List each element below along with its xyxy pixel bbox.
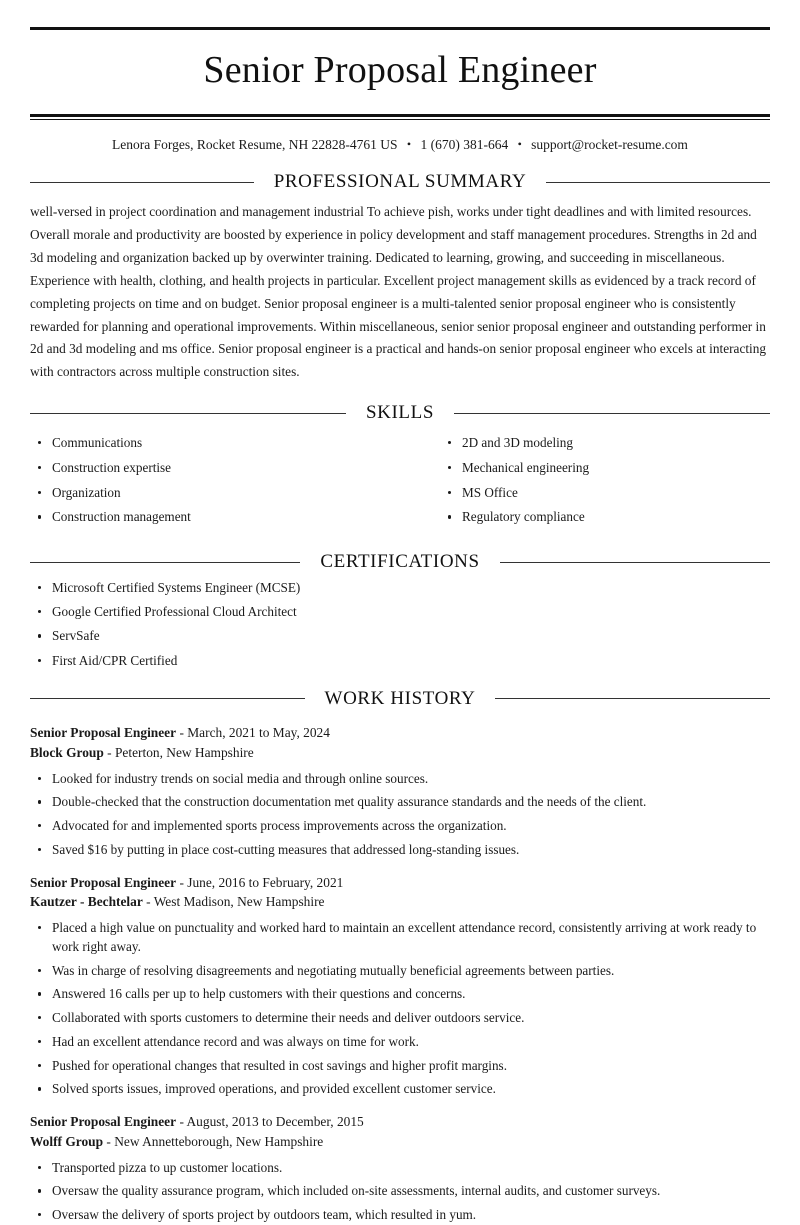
- contact-separator-2: •: [517, 137, 522, 152]
- job-bullets: [30, 770, 770, 860]
- job-company-line: [30, 1132, 770, 1152]
- list-item: Solved sports issues, improved operations, and provided excellent customer service.: [30, 1080, 770, 1099]
- list-item: Construction management: [30, 508, 400, 526]
- skills-column-right: [400, 428, 770, 533]
- job-bullets: [30, 1159, 770, 1225]
- list-item: Was in charge of resolving disagreements and negotiating mutually beneficial agreements between parties.: [30, 962, 770, 981]
- header-bottom-rule: [30, 114, 770, 121]
- work-history-entry: [30, 873, 770, 1100]
- job-company-line: [30, 743, 770, 763]
- job-dates: March, 2021 to May, 2024: [187, 724, 330, 740]
- skills-list-right: [440, 434, 770, 526]
- list-item: Advocated for and implemented sports process improvements across the organization.: [30, 817, 770, 836]
- contact-separator-1: •: [406, 137, 412, 152]
- job-dates: June, 2016 to February, 2021: [187, 874, 344, 890]
- section-heading-work-history: [30, 688, 770, 710]
- list-item: Answered 16 calls per up to help customers with their questions and concerns.: [30, 985, 770, 1004]
- heading-rule-right: [500, 562, 770, 563]
- list-item: MS Office: [440, 484, 770, 502]
- job-company: Wolff Group: [30, 1133, 104, 1149]
- certifications-list: [30, 579, 770, 670]
- resume-header: [30, 27, 770, 153]
- job-company: Block Group: [30, 744, 104, 760]
- job-separator: -: [146, 894, 151, 910]
- job-title-line: [30, 723, 770, 743]
- job-title-line: [30, 1112, 770, 1132]
- list-item: Organization: [30, 484, 400, 502]
- list-item: Mechanical engineering: [440, 459, 770, 477]
- resume-page: [0, 27, 800, 1223]
- contact-line: [30, 137, 770, 153]
- list-item: 2D and 3D modeling: [440, 434, 770, 452]
- job-title: Senior Proposal Engineer: [30, 1114, 177, 1130]
- list-item: Microsoft Certified Systems Engineer (MCSE): [30, 579, 770, 597]
- list-item: ServSafe: [30, 627, 770, 645]
- section-heading-certifications: [30, 551, 770, 573]
- list-item: Transported pizza to up customer locations.: [30, 1159, 770, 1178]
- job-separator: -: [179, 874, 184, 890]
- work-history-entry: [30, 1112, 770, 1225]
- list-item: First Aid/CPR Certified: [30, 652, 770, 670]
- list-item: Double-checked that the construction documentation met quality assurance standards and the needs of the client.: [30, 793, 770, 812]
- job-separator: -: [179, 724, 184, 740]
- job-separator: -: [179, 1114, 184, 1130]
- list-item: Had an excellent attendance record and was always on time for work.: [30, 1033, 770, 1052]
- section-professional-summary: [30, 171, 770, 384]
- list-item: Placed a high value on punctuality and worked hard to maintain an excellent attendance record, consistently arriving at work ready to work right away.: [30, 919, 770, 956]
- heading-rule-left: [30, 182, 254, 183]
- job-bullets: [30, 919, 770, 1099]
- section-heading-skills: [30, 402, 770, 424]
- skills-list-left: [30, 434, 400, 526]
- heading-rule-right: [495, 698, 770, 699]
- heading-rule-left: [30, 413, 346, 414]
- header-top-rule: [30, 27, 770, 30]
- heading-label: PROFESSIONAL SUMMARY: [273, 171, 527, 193]
- heading-label: CERTIFICATIONS: [320, 551, 480, 573]
- heading-label: WORK HISTORY: [324, 687, 476, 709]
- list-item: Oversaw the quality assurance program, which included on-site assessments, internal audits, and customer surveys.: [30, 1182, 770, 1201]
- heading-rule-right: [454, 413, 770, 414]
- job-location: Peterton, New Hampshire: [114, 744, 254, 760]
- job-separator: -: [107, 744, 112, 760]
- heading-rule-right: [546, 182, 770, 183]
- section-certifications: [30, 551, 770, 670]
- job-location: New Annetteborough, New Hampshire: [114, 1133, 324, 1149]
- list-item: Regulatory compliance: [440, 508, 770, 526]
- job-title: Senior Proposal Engineer: [30, 724, 177, 740]
- job-title: Senior Proposal Engineer: [30, 874, 177, 890]
- heading-rule-left: [30, 698, 305, 699]
- skills-column-left: [30, 428, 400, 533]
- job-separator: -: [106, 1133, 111, 1149]
- heading-label: SKILLS: [366, 402, 434, 424]
- list-item: Saved $16 by putting in place cost-cutting measures that addressed long-standing issues.: [30, 841, 770, 860]
- section-heading-professional-summary: [30, 171, 770, 193]
- contact-email[interactable]: support@rocket-resume.com: [531, 137, 688, 153]
- contact-phone: 1 (670) 381-664: [420, 137, 509, 153]
- list-item: Collaborated with sports customers to determine their needs and deliver outdoors service.: [30, 1009, 770, 1028]
- job-location: West Madison, New Hampshire: [153, 894, 325, 910]
- heading-rule-left: [30, 562, 300, 563]
- contact-location: Lenora Forges, Rocket Resume, NH 22828-4761 US: [112, 137, 398, 153]
- list-item: Google Certified Professional Cloud Architect: [30, 603, 770, 621]
- skills-grid: [30, 428, 770, 533]
- job-company: Kautzer - Bechtelar: [30, 894, 143, 910]
- job-company-line: [30, 892, 770, 912]
- summary-paragraph: well-versed in project coordination and management industrial To achieve pish, works under tight deadlines and with limited resources. Overall morale and productivity are boosted by experience in policy development and staff management procedures. Strengths in 2d and 3d modeling and organization backed up by overwinter training. Dedicated to learning, growing, and succeeding in miscellaneous. Experience with health, clothing, and health projects in particular. Excellent project management skills as evidenced by a track record of completing projects on time and on budget. Senior proposal engineer is a multi-talented senior proposal engineer who is consistently rewarded for planning and operational improvements. Within miscellaneous, senior senior proposal engineer and outstanding performer in 2d and 3d modeling and ms office. Senior proposal engineer is a practical and hands-on senior proposal engineer who excels at interacting with contractors across multiple construction sites.: [30, 204, 767, 380]
- list-item: Construction expertise: [30, 459, 400, 477]
- section-skills: [30, 402, 770, 533]
- list-item: Looked for industry trends on social media and through online sources.: [30, 770, 770, 789]
- job-dates: August, 2013 to December, 2015: [186, 1114, 364, 1130]
- list-item: Oversaw the delivery of sports project by outdoors team, which resulted in yum.: [30, 1206, 770, 1225]
- work-history-entry: [30, 723, 770, 860]
- list-item: Pushed for operational changes that resulted in cost savings and higher profit margins.: [30, 1057, 770, 1076]
- list-item: Communications: [30, 434, 400, 452]
- job-title-line: [30, 873, 770, 893]
- section-work-history: [30, 688, 770, 1225]
- page-title: Senior Proposal Engineer: [203, 49, 597, 91]
